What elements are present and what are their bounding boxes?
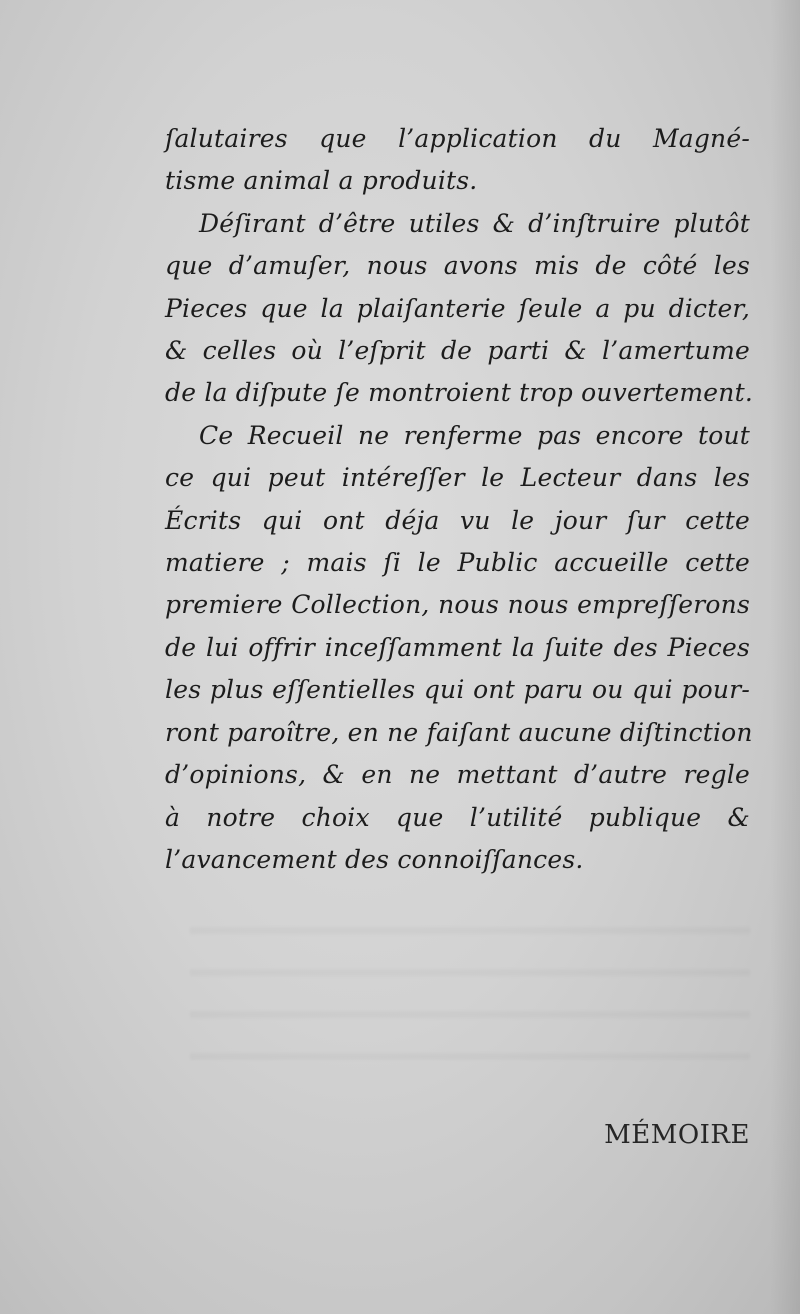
paragraph-start-line: Déſirant d’être utiles & d’inſtruire plutôt — [199, 208, 750, 238]
text-line: ſalutaires que l’application du Magné- — [165, 124, 750, 153]
text-line: que d’amuſer, nous avons mis de côté les — [165, 251, 750, 281]
text-line: Écrits qui ont déja vu le jour ſur cette — [165, 505, 750, 535]
text-line: tisme animal a produits. — [165, 166, 478, 196]
text-line: matiere ; mais ſi le Public accueille cette — [165, 548, 750, 578]
text-line: ront paroître, en ne faiſant aucune diſtinction — [165, 717, 753, 747]
text-line: d’opinions, & en ne mettant d’autre regle — [165, 760, 750, 790]
paragraph-start-line: Ce Recueil ne renferme pas encore tout — [199, 420, 750, 450]
catchword: MÉMOIRE — [604, 1120, 750, 1150]
text-line: & celles où l’eſprit de parti & l’amertume — [165, 336, 750, 366]
text-line: les plus eſſentielles qui ont paru ou qui pour- — [165, 675, 750, 705]
text-line: l’avancement des connoiſſances. — [165, 844, 584, 874]
text-line: à notre choix que l’utilité publique & — [165, 802, 750, 832]
text-line: Pieces que la plaiſanterie ſeule a pu dicter, — [165, 293, 750, 323]
text-line: ce qui peut intéreſſer le Lecteur dans les — [165, 463, 750, 493]
text-line: de la diſpute ſe montroient trop ouvertement. — [165, 378, 753, 408]
text-line: de lui offrir inceſſamment la ſuite des Pieces — [165, 632, 750, 662]
body-text — [165, 118, 753, 881]
text-line: premiere Collection, nous nous empreſſerons — [165, 590, 750, 620]
